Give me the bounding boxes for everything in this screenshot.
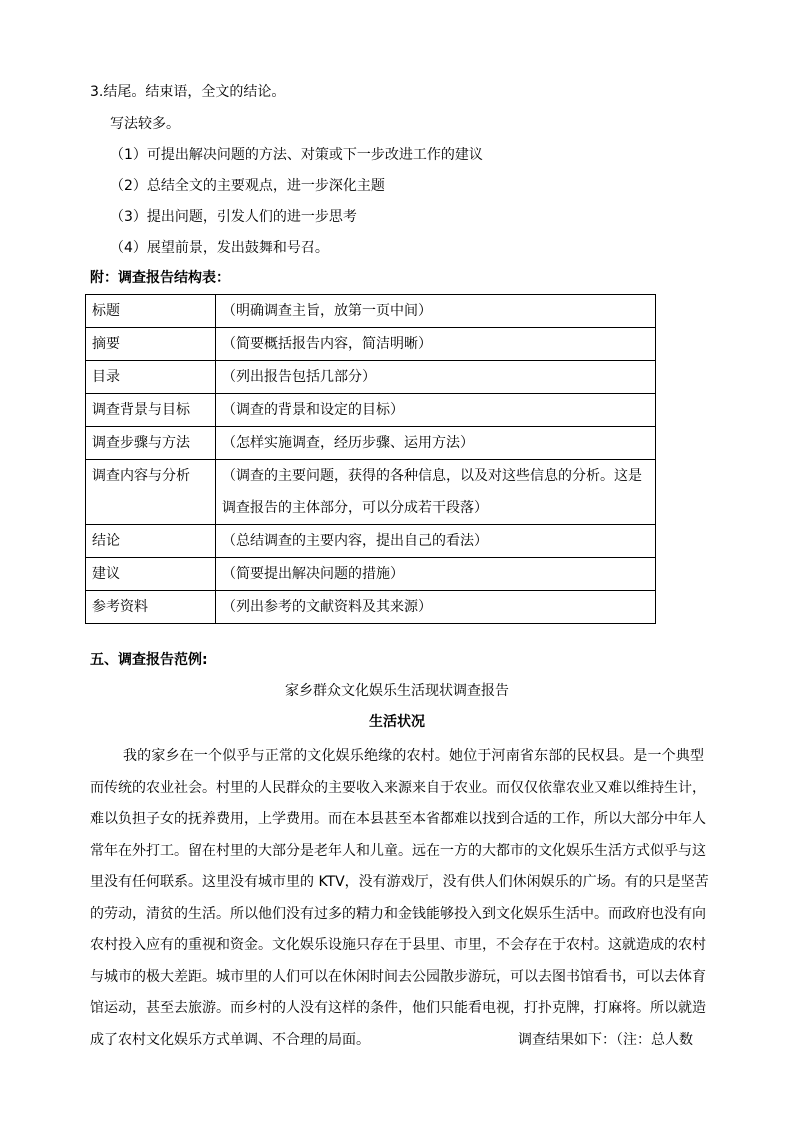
row-label: 标题 [86,295,216,328]
row-desc-line-2: 调查报告的主体部分，可以分成若干段落） [222,500,488,516]
row-label: 建议 [86,558,216,591]
table-row [86,558,656,591]
table-row [86,591,656,624]
table-row [86,328,656,361]
conclusion-item-1: （1）可提出解决问题的方法、对策或下一步改进工作的建议 [110,147,483,163]
appendix-title: 附：调查报告结构表： [90,270,230,286]
paragraph-last-line [90,1025,704,1057]
conclusion-intro: 写法较多。 [110,116,180,132]
paragraph-line: 而传统的农业社会。村里的人民群众的主要收入来源来自于农业。而仅仅依靠农业又难以维持生计， [90,779,706,796]
table-row [86,394,656,427]
conclusion-item-2: （2）总结全文的主要观点，进一步深化主题 [110,178,385,194]
row-label: 摘要 [86,328,216,361]
table-row [86,295,656,328]
example-section-title: 五、调查报告范例: [90,652,208,668]
row-label: 目录 [86,361,216,394]
row-label: 调查内容与分析 [86,460,216,525]
row-label: 参考资料 [86,591,216,624]
row-desc: （简要提出解决问题的措施） [216,558,656,591]
row-desc: （列出参考的文献资料及其来源） [216,591,656,624]
row-desc: （简要概括报告内容，简洁明晰） [216,328,656,361]
report-structure-table [85,294,656,624]
table-row [86,460,656,525]
conclusion-item-3: （3）提出问题，引发人们的进一步思考 [110,209,357,225]
row-label: 调查背景与目标 [86,394,216,427]
report-title: 家乡群众文化娱乐生活现状调查报告 [285,683,509,699]
table-row [86,361,656,394]
report-paragraph [90,741,709,1056]
paragraph-line: 的劳动，清贫的生活。所以他们没有过多的精力和金钱能够投入到文化娱乐生活中。而政府也没有向 [90,905,706,922]
row-desc: （列出报告包括几部分） [216,361,656,394]
row-label: 调查步骤与方法 [86,427,216,460]
paragraph-line: 里没有任何联系。这里没有城市里的 KTV，没有游戏厅，没有供人们休闲娱乐的广场。有的只是坚苦 [90,874,709,890]
paragraph-line: 农村投入应有的重视和资金。文化娱乐设施只存在于县里、市里，不会存在于农村。这就造成的农村 [90,937,706,953]
conclusion-heading: 3.结尾。结束语，全文的结论。 [90,84,286,100]
row-desc: （明确调查主旨，放第一页中间） [216,295,656,328]
report-subtitle: 生活状况 [369,714,425,730]
row-desc: （总结调查的主要内容，提出自己的看法） [216,525,656,558]
paragraph-line: 难以负担子女的抚养费用，上学费用。而在本县甚至本省都难以找到合适的工作，所以大部分中年人 [90,811,706,827]
paragraph-line: 馆运动，甚至去旅游。而乡村的人没有这样的条件，他们只能看电视，打扑克牌，打麻将。所以就造 [90,1000,706,1016]
paragraph-line: 我的家乡在一个似乎与正常的文化娱乐绝缘的农村。她位于河南省东部的民权县。是一个典型 [123,748,704,764]
row-desc: （调查的背景和设定的目标） [216,394,656,427]
table-row [86,525,656,558]
row-desc-line-1: （调查的主要问题，获得的各种信息，以及对这些信息的分析。这是 [222,468,642,484]
conclusion-item-4: （4）展望前景，发出鼓舞和号召。 [110,240,329,256]
paragraph-line: 与城市的极大差距。城市里的人们可以在休闲时间去公园散步游玩，可以去图书馆看书，可以去体育 [90,968,706,985]
table-row [86,427,656,460]
row-desc: （怎样实施调查，经历步骤、运用方法） [216,427,656,460]
paragraph-line: 常年在外打工。留在村里的大部分是老年人和儿童。远在一方的大都市的文化娱乐生活方式似乎与这 [90,842,706,859]
row-label: 结论 [86,525,216,558]
paragraph-line-a: 成了农村文化娱乐方式单调、不合理的局面。 [90,1031,370,1048]
row-desc [216,460,656,525]
paragraph-line-b: 调查结果如下：（注：总人数 [518,1031,693,1048]
